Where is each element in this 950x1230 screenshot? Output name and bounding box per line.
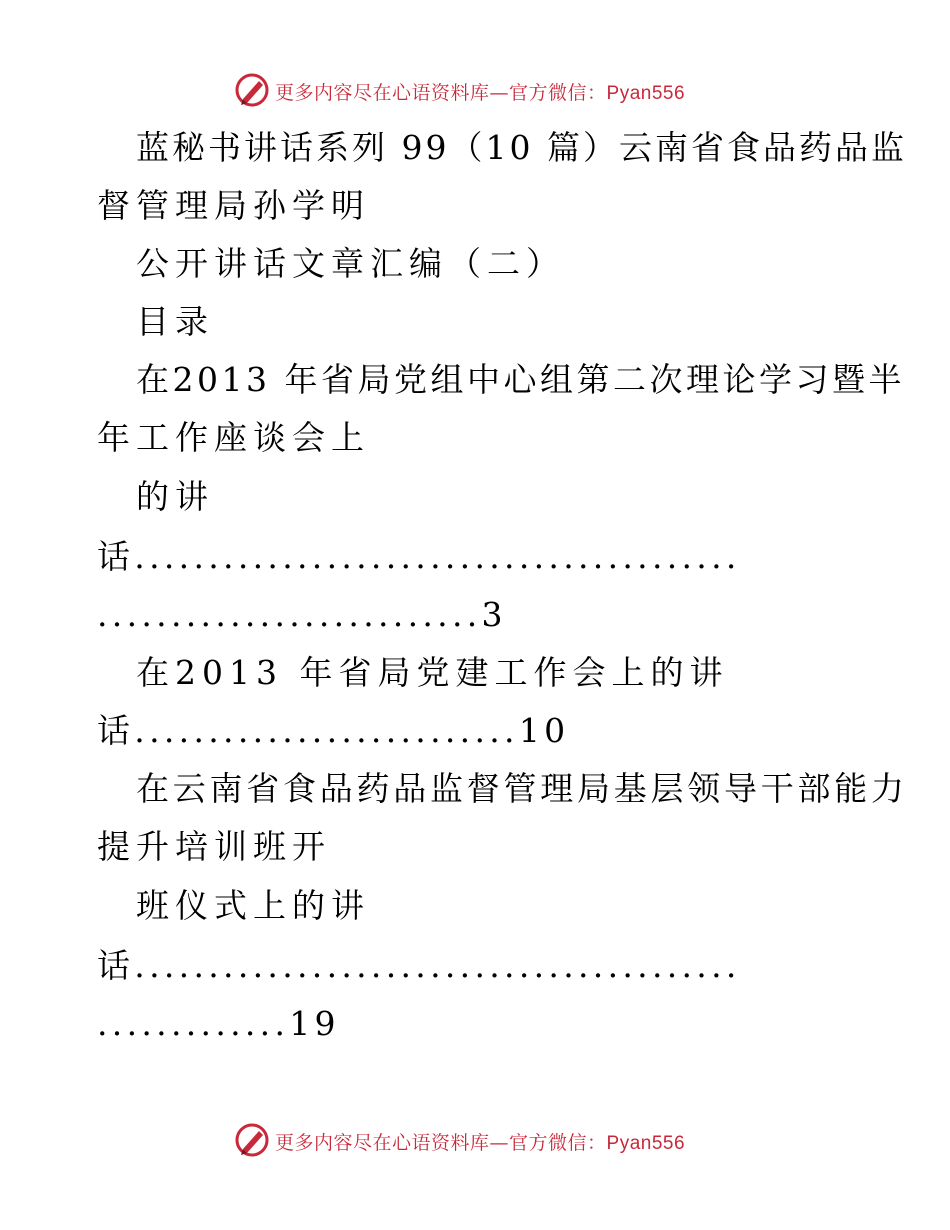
toc-entry-2-line-1: 在2013 年省局党建工作会上的讲: [136, 653, 729, 692]
toc-entry-3-leader-1: 话.........................................: [97, 946, 741, 985]
toc-entry-1-leader-1: 话.........................................: [97, 537, 741, 576]
footer-watermark: [0, 1120, 950, 1160]
watermark-id: Pyan556: [606, 1133, 686, 1154]
watermark-text: 更多内容尽在心语资料库—官方微信：: [275, 1132, 607, 1154]
watermark-text: 更多内容尽在心语资料库—官方微信：: [275, 82, 607, 104]
toc-entry-1-leader-2: ..........................3: [97, 595, 507, 634]
toc-entry-1-line-3: 的讲: [136, 477, 214, 516]
doc-subtitle: 公开讲话文章汇编（二）: [136, 244, 565, 283]
header-watermark: [0, 70, 950, 110]
pen-logo-icon: [234, 72, 270, 108]
doc-title-line-1: 蓝秘书讲话系列 99（10 篇）云南省食品药品监: [136, 128, 907, 167]
toc-entry-1-line-1: 在2013 年省局党组中心组第二次理论学习暨半: [136, 360, 905, 399]
pen-logo-icon: [234, 1122, 270, 1158]
watermark-id: Pyan556: [606, 83, 686, 104]
toc-entry-3-line-1: 在云南省食品药品监督管理局基层领导干部能力: [136, 769, 908, 808]
toc-heading: 目录: [136, 302, 214, 341]
toc-entry-2-leader: 话..........................10: [97, 711, 570, 750]
toc-entry-3-line-3: 班仪式上的讲: [136, 886, 370, 925]
toc-entry-3-leader-2: .............19: [97, 1004, 340, 1043]
toc-entry-1-line-2: 年工作座谈会上: [97, 418, 370, 457]
toc-entry-3-line-2: 提升培训班开: [97, 827, 331, 866]
doc-title-line-2: 督管理局孙学明: [97, 186, 370, 225]
